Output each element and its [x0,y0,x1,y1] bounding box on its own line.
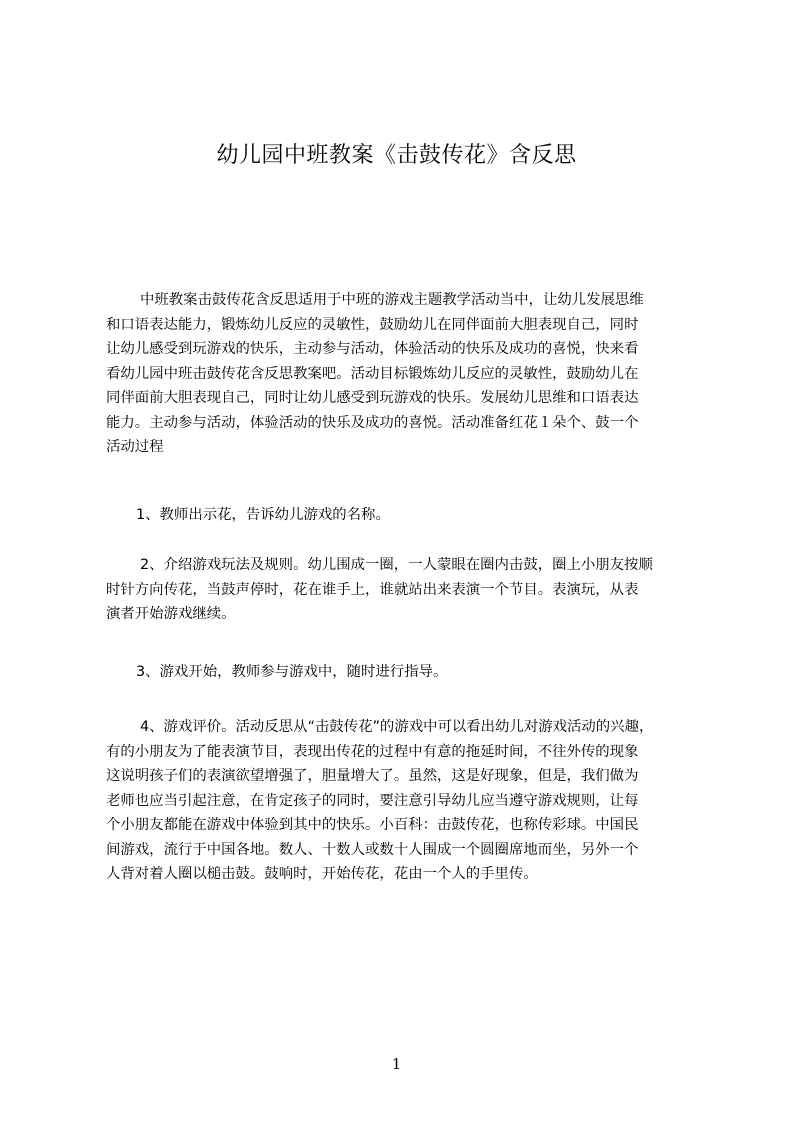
paragraph-line: 同伴面前大胆表现自己，同时让幼儿感受到玩游戏的快乐。发展幼儿思维和口语表达 [106,390,639,406]
paragraph-line: 2、介绍游戏玩法及规则。幼儿围成一圈，一人蒙眼在圈内击鼓，圈上小朋友按顺 [140,557,653,573]
paragraph-line: 中班教案击鼓传花含反思适用于中班的游戏主题教学活动当中，让幼儿发展思维 [140,292,644,308]
document-title: 幼儿园中班教案《击鼓传花》含反思 [216,143,577,168]
intro-paragraph [106,288,706,460]
step-2-paragraph [106,553,706,627]
paragraph-line: 让幼儿感受到玩游戏的快乐，主动参与活动，体验活动的快乐及成功的喜悦，快来看 [106,341,639,357]
paragraph-line: 人背对着人圈以槌击鼓。鼓响时，开始传花，花由一个人的手里传。 [106,866,538,882]
paragraph-line: 个小朋友都能在游戏中体验到其中的快乐。小百科：击鼓传花，也称传彩球。中国民 [106,817,639,833]
paragraph-line: 活动过程 [106,439,164,455]
step-1-paragraph [106,503,706,528]
paragraph-line: 4、游戏评价。活动反思从“击鼓传花”的游戏中可以看出幼儿对游戏活动的兴趣， [140,719,654,735]
paragraph-line: 有的小朋友为了能表演节目，表现出传花的过程中有意的拖延时间，不往外传的现象 [106,743,639,760]
paragraph-line: 演者开始游戏继续。 [106,606,236,622]
paragraph-line: 和口语表达能力，锻炼幼儿反应的灵敏性，鼓励幼儿在同伴面前大胆表现自己，同时 [106,316,639,333]
paragraph-line: 间游戏，流行于中国各地。数人、十数人或数十人围成一个圆圈席地而坐，另外一个 [106,841,639,858]
paragraph-line: 这说明孩子们的表演欲望增强了，胆量增大了。虽然，这是好现象，但是，我们做为 [106,768,639,784]
paragraph-line: 老师也应当引起注意，在肯定孩子的同时，要注意引导幼儿应当遵守游戏规则，让每 [106,792,639,809]
paragraph-line: 时针方向传花，当鼓声停时，花在谁手上，谁就站出来表演一个节目。表演玩，从表 [106,581,639,598]
page-number: 1 [391,1055,402,1073]
step-4-paragraph [106,715,706,887]
paragraph-line: 看幼儿园中班击鼓传花含反思教案吧。活动目标锻炼幼儿反应的灵敏性，鼓励幼儿在 [106,365,639,382]
paragraph-line: 1、教师出示花，告诉幼儿游戏的名称。 [136,507,390,523]
paragraph-line: 3、游戏开始，教师参与游戏中，随时进行指导。 [136,664,448,680]
step-3-paragraph [106,660,706,685]
paragraph-line: 能力。主动参与活动，体验活动的快乐及成功的喜悦。活动准备红花１朵个、鼓一个 [106,414,639,431]
